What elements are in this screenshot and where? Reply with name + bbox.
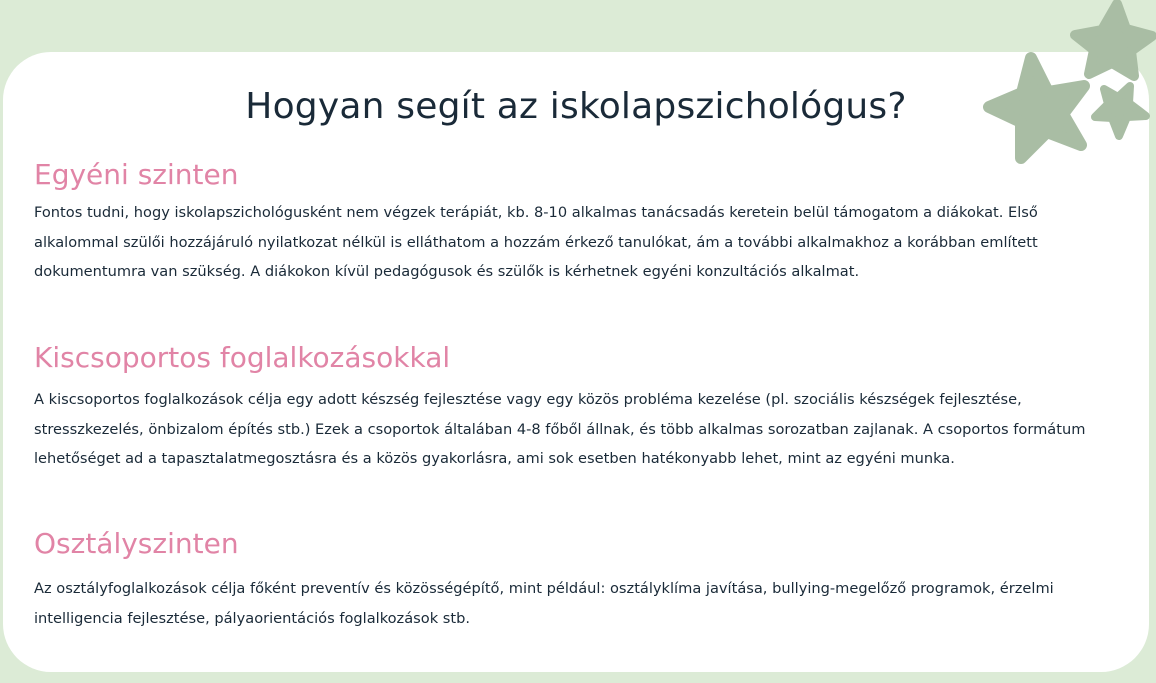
section-heading-osztaly: Osztályszinten [34,527,239,560]
section-body-kiscsoportos: A kiscsoportos foglalkozások célja egy adott készség fejlesztése vagy egy közös probléma kezelése (pl. szociális készségek fejlesztése, stresszkezelés, önbizalom építés stb.) Ezek a csoportok általában 4-8 főből állnak, és több alkalmas sorozatban zajlanak. A csoportos formátum lehetőséget ad a tapasztalatmegosztásra és a közös gyakorlásra, ami sok esetben hatékonyabb lehet, mint az egyéni munka. [34,391,1086,467]
section-heading-kiscsoportos: Kiscsoportos foglalkozásokkal [34,341,451,374]
content-card [3,52,1149,672]
section-body-egyeni: Fontos tudni, hogy iskolapszichológusként nem végzek terápiát, kb. 8-10 alkalmas tanácsadás keretein belül támogatom a diákokat. Első alkalommal szülői hozzájáruló nyilatkozat nélkül is elláthatom a hozzám érkező tanulókat, ám a további alkalmakhoz a korábban említett dokumentumra van szükség. A diákokon kívül pedagógusok és szülők is kérhetnek egyéni konzultációs alkalmat. [34,204,1038,280]
section-body-osztaly: Az osztályfoglalkozások célja főként preventív és közösségépítő, mint például: osztályklíma javítása, bullying-megelőző programok, érzelmi intelligencia fejlesztése, pályaorientációs foglalkozások stb. [34,580,1054,627]
section-heading-egyeni: Egyéni szinten [34,158,239,191]
page-title: Hogyan segít az iskolapszichológus? [245,86,907,127]
